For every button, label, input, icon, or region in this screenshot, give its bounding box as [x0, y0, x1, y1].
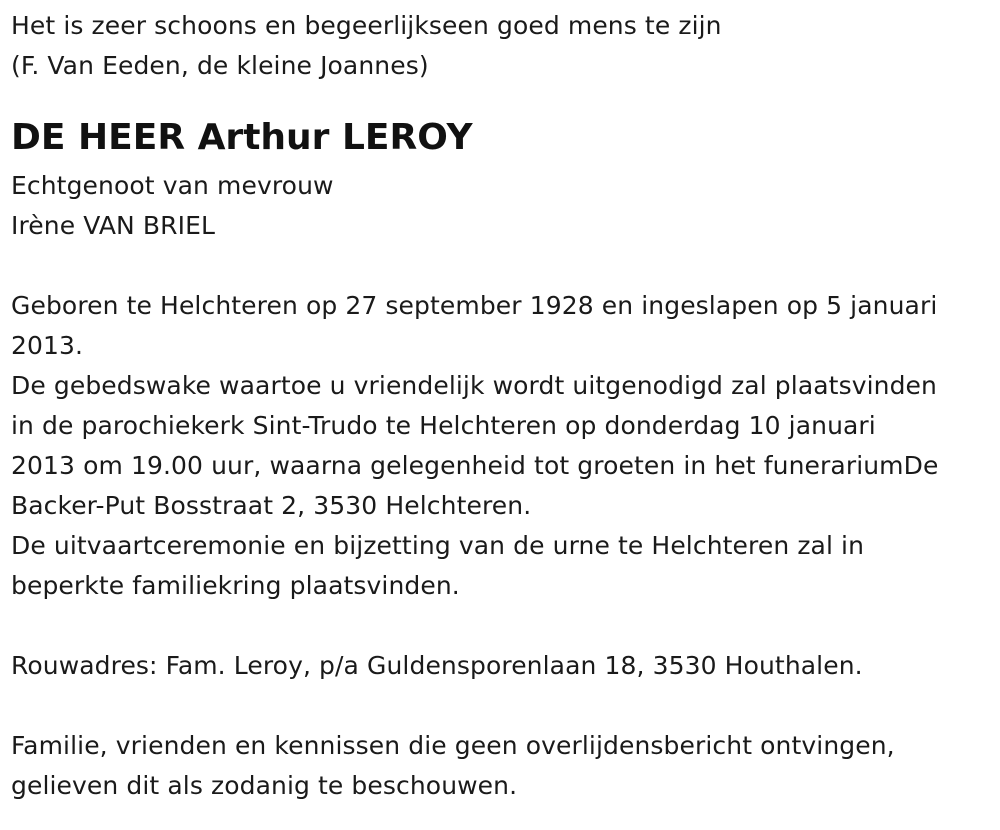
- body-line: De gebedswake waartoe u vriendelijk wordt uitgenodigd zal plaatsvinden: [11, 371, 937, 400]
- spacer: [11, 686, 991, 726]
- closing-line-2: gelieven dit als zodanig te beschouwen.: [11, 771, 518, 800]
- body-line: De uitvaartceremonie en bijzetting van de urne te Helchteren zal in: [11, 531, 865, 560]
- spouse-line-1: Echtgenoot van mevrouw: [11, 171, 334, 200]
- mourning-address: Rouwadres: Fam. Leroy, p/a Guldensporenlaan 18, 3530 Houthalen.: [11, 651, 863, 680]
- closing-line-1: Familie, vrienden en kennissen die geen overlijdensbericht ontvingen,: [11, 731, 895, 760]
- quote-line-2: (F. Van Eeden, de kleine Joannes): [11, 51, 429, 80]
- body-line: 2013 om 19.00 uur, waarna gelegenheid tot groeten in het funerariumDe: [11, 451, 939, 480]
- body-line: beperkte familiekring plaatsvinden.: [11, 571, 460, 600]
- body-line: in de parochiekerk Sint-Trudo te Helchteren op donderdag 10 januari: [11, 411, 876, 440]
- body-line: Geboren te Helchteren op 27 september 1928 en ingeslapen op 5 januari: [11, 291, 938, 320]
- body-line: Backer-Put Bosstraat 2, 3530 Helchteren.: [11, 491, 532, 520]
- quote-line-1: Het is zeer schoons en begeerlijkseen goed mens te zijn: [11, 11, 722, 40]
- body-line: 2013.: [11, 331, 84, 360]
- obituary-notice: [11, 6, 991, 806]
- spacer: [11, 606, 991, 646]
- spacer: [11, 246, 991, 286]
- deceased-name-title: DE HEER Arthur LEROY: [11, 117, 473, 158]
- spouse-line-2: Irène VAN BRIEL: [11, 211, 216, 240]
